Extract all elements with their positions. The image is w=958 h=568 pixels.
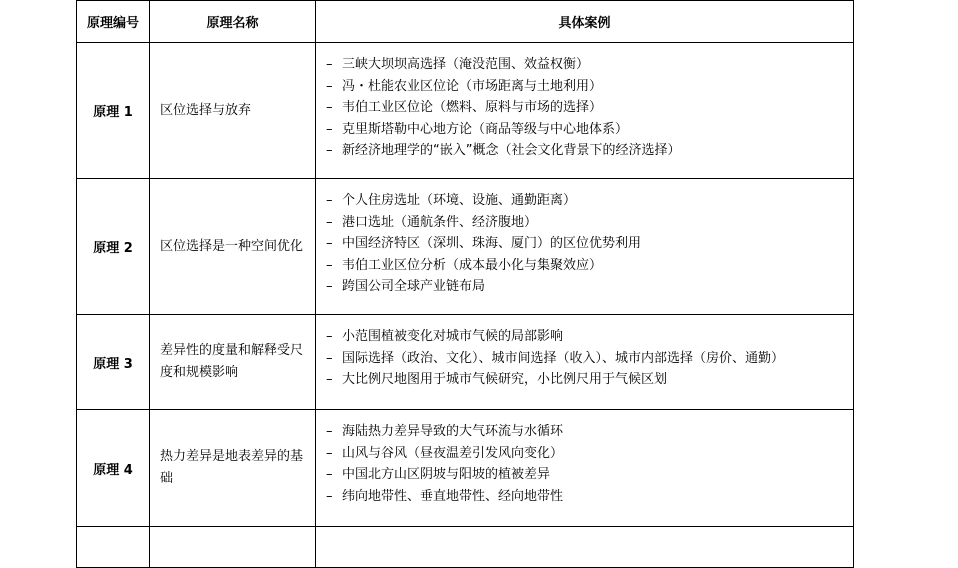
case-text: 大比例尺地图用于城市气候研究，小比例尺用于气候区划 (342, 372, 668, 387)
case-text: 韦伯工业区位论（燃料、原料与市场的选择） (342, 100, 603, 115)
case-text: 中国经济特区（深圳、珠海、厦门）的区位优势利用 (342, 236, 642, 251)
empty-cell (316, 527, 854, 568)
principle-name: 区位选择是一种空间优化 (150, 179, 316, 315)
table-row (77, 179, 854, 315)
case-text: 海陆热力差异导致的大气环流与水循环 (342, 424, 564, 439)
principle-id: 原理 1 (77, 43, 150, 179)
header-cases: 具体案例 (316, 1, 854, 43)
header-principle-name: 原理名称 (150, 1, 316, 43)
principle-name: 差异性的度量和解释受尺度和规模影响 (150, 315, 316, 410)
list-item: – 港口选址（通航条件、经济腹地） (326, 214, 538, 230)
case-text: 中国北方山区阴坡与阳坡的植被差异 (342, 467, 551, 482)
empty-cell (77, 527, 150, 568)
list-item: – 韦伯工业区位论（燃料、原料与市场的选择） (326, 100, 603, 115)
principle-id: 原理 2 (77, 179, 150, 315)
case-text: 新经济地理学的“嵌入”概念（社会文化背景下的经济选择） (342, 143, 681, 158)
case-text: 冯・杜能农业区位论（市场距离与土地利用） (342, 78, 603, 94)
list-item: – 中国经济特区（深圳、珠海、厦门）的区位优势利用 (326, 236, 642, 251)
case-list (316, 410, 854, 527)
principles-table-wrapper (76, 0, 853, 504)
table-row-partial (77, 527, 854, 568)
case-text: 小范围植被变化对城市气候的局部影响 (342, 329, 564, 344)
list-item: – 三峡大坝坝高选择（淹没范围、效益权衡） (326, 57, 590, 72)
case-text: 跨国公司全球产业链布局 (342, 279, 486, 294)
header-row (77, 1, 854, 43)
principle-name: 区位选择与放弃 (150, 43, 316, 179)
header-principle-id: 原理编号 (77, 1, 150, 43)
case-text: 国际选择（政治、文化）、城市间选择（收入）、城市内部选择（房价、通勤） (342, 350, 785, 366)
list-item: – 跨国公司全球产业链布局 (326, 279, 486, 294)
list-item: – 克里斯塔勒中心地方论（商品等级与中心地体系） (326, 121, 629, 137)
list-item: – 个人住房选址（环境、设施、通勤距离） (326, 193, 577, 208)
list-item: – 新经济地理学的“嵌入”概念（社会文化背景下的经济选择） (326, 143, 681, 158)
principles-table (76, 0, 854, 568)
list-item: – 国际选择（政治、文化）、城市间选择（收入）、城市内部选择（房价、通勤） (326, 350, 785, 366)
case-list (316, 179, 854, 315)
table-row (77, 315, 854, 410)
list-item: – 小范围植被变化对城市气候的局部影响 (326, 329, 564, 344)
table-row (77, 410, 854, 527)
case-list (316, 315, 854, 410)
list-item: – 韦伯工业区位分析（成本最小化与集聚效应） (326, 257, 603, 273)
list-item: – 冯・杜能农业区位论（市场距离与土地利用） (326, 78, 603, 94)
table-row (77, 43, 854, 179)
case-text: 克里斯塔勒中心地方论（商品等级与中心地体系） (342, 121, 629, 137)
principle-name: 热力差异是地表差异的基础 (150, 410, 316, 527)
case-text: 港口选址（通航条件、经济腹地） (342, 214, 538, 230)
empty-cell (150, 527, 316, 568)
list-item: – 大比例尺地图用于城市气候研究，小比例尺用于气候区划 (326, 372, 668, 387)
case-list (316, 43, 854, 179)
principle-id: 原理 4 (77, 410, 150, 527)
list-item: – 纬向地带性、垂直地带性、经向地带性 (326, 488, 564, 504)
list-item: – 海陆热力差异导致的大气环流与水循环 (326, 424, 564, 439)
list-item: – 中国北方山区阴坡与阳坡的植被差异 (326, 467, 551, 482)
principle-id: 原理 3 (77, 315, 150, 410)
case-text: 个人住房选址（环境、设施、通勤距离） (342, 193, 577, 208)
case-text: 纬向地带性、垂直地带性、经向地带性 (342, 488, 564, 504)
case-text: 山风与谷风（昼夜温差引发风向变化） (342, 445, 564, 461)
list-item: – 山风与谷风（昼夜温差引发风向变化） (326, 445, 564, 461)
case-text: 三峡大坝坝高选择（淹没范围、效益权衡） (342, 57, 590, 72)
case-text: 韦伯工业区位分析（成本最小化与集聚效应） (342, 257, 603, 273)
